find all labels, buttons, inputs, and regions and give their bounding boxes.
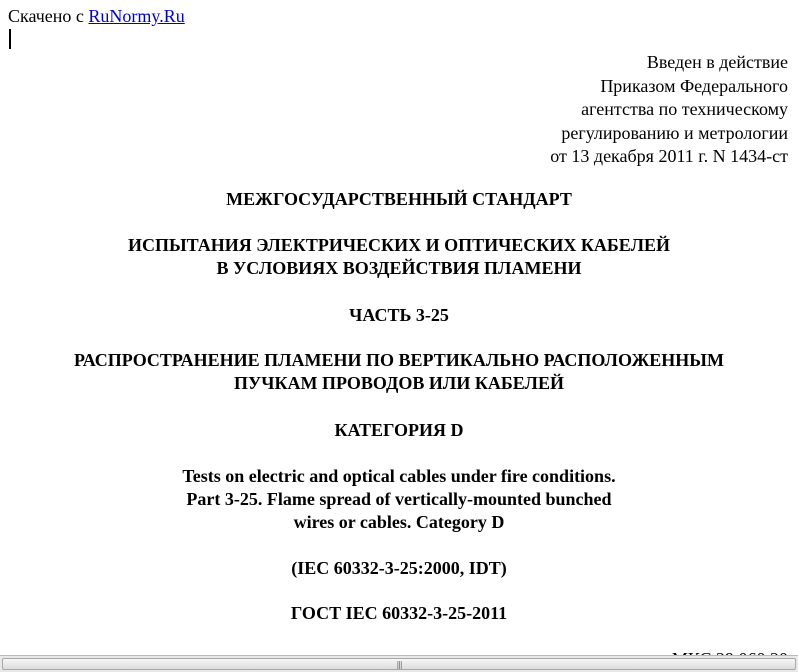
iec-reference: (IEC 60332-3-25:2000, IDT): [291, 558, 507, 578]
intro-line-2: Приказом Федерального: [600, 75, 788, 96]
scrollbar-thumb[interactable]: [2, 658, 796, 670]
source-line: [8, 5, 185, 27]
text-cursor: [9, 29, 11, 49]
standard-name-line-1: ИСПЫТАНИЯ ЭЛЕКТРИЧЕСКИХ И ОПТИЧЕСКИХ КАБЕЛЕЙ: [127, 235, 670, 255]
grip-icon: |||: [396, 660, 402, 669]
english-title: [0, 465, 798, 534]
runormy-link[interactable]: RuNormy.Ru: [88, 6, 185, 26]
source-label: Скачено с: [8, 6, 84, 26]
english-title-line-1: Tests on electric and optical cables under fire conditions.: [182, 466, 616, 486]
horizontal-scrollbar[interactable]: [0, 655, 798, 672]
standard-name: [0, 234, 798, 280]
english-title-line-2: Part 3-25. Flame spread of vertically-mounted bunched: [186, 489, 612, 509]
gost-code: ГОСТ IEC 60332-3-25-2011: [290, 603, 508, 623]
intro-line-4: регулированию и метрологии: [561, 122, 788, 143]
subtitle-line-1: РАСПРОСТРАНЕНИЕ ПЛАМЕНИ ПО ВЕРТИКАЛЬНО РАСПОЛОЖЕННЫМ: [74, 350, 724, 370]
intro-line-3: агентства по техническому: [581, 99, 788, 119]
intro-line-5: от 13 декабря 2011 г. N 1434-ст: [550, 146, 788, 166]
part-heading: ЧАСТЬ 3-25: [349, 305, 449, 325]
english-title-line-3: wires or cables. Category D: [293, 512, 505, 532]
category-heading: КАТЕГОРИЯ D: [334, 420, 464, 440]
subtitle: [0, 349, 798, 395]
standard-name-line-2: В УСЛОВИЯХ ВОЗДЕЙСТВИЯ ПЛАМЕНИ: [216, 258, 582, 278]
standard-type-heading: МЕЖГОСУДАРСТВЕННЫЙ СТАНДАРТ: [226, 189, 572, 209]
introduction-block: [550, 51, 788, 169]
subtitle-line-2: ПУЧКАМ ПРОВОДОВ ИЛИ КАБЕЛЕЙ: [234, 373, 564, 393]
intro-line-1: Введен в действие: [646, 52, 788, 72]
